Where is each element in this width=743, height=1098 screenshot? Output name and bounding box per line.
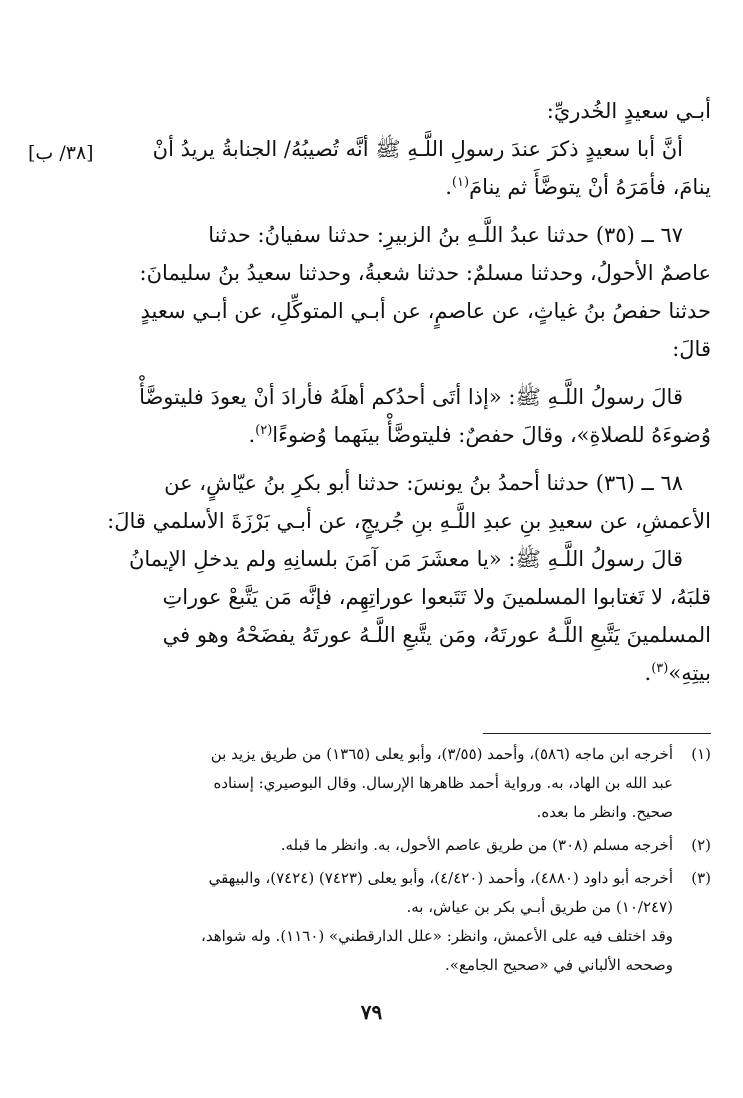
- footnote-number: (٣): [691, 869, 711, 887]
- hadith-66-text-end: ينامَ، فأمَرَهُ أنْ يتوضَّأَ ثم ينامَ$^{(١)}$.: [445, 175, 711, 199]
- footnote-separator: [483, 733, 711, 734]
- hadith-67-matn: قالَ رسولُ اللَّـهِ ﷺ: «إذا أتَى أحدُكم أهلَهُ فأرادَ أنْ يعودَ فليتوضَّأْ: [139, 385, 683, 409]
- footnote-3: [31, 864, 711, 980]
- footnote-2: [31, 831, 711, 860]
- footnote-body: [31, 864, 673, 980]
- hadith-68-isnad-2: الأعمشِ، عن سعيدِ بنِ عبدِ اللَّـهِ بنِ جُريجٍ، عن أبـي بَرْزَةَ الأسلمي قالَ:: [107, 509, 711, 533]
- hadith-67-matn-end: وُضوءَهُ للصلاةِ»، وقالَ حفصٌ: فليتوضَّأْ بينَهما وُضوءًا$^{(٢)}$.: [248, 423, 711, 447]
- footnote-line: عبد الله بن الهاد، به. ورواية أحمد ظاهرها الإرسال. وقال البوصيري: إسناده: [213, 774, 673, 792]
- footnote-body: [31, 831, 673, 860]
- footnote-line: وقد اختلف فيه على الأعمش، وانظر: «علل الدارقطني» (١١٦٠). وله شواهد،: [201, 927, 673, 945]
- manuscript-folio-ref: [٣٨/ ب]: [28, 142, 94, 164]
- footnote-number: (٢): [691, 836, 711, 854]
- footnote-ref-3[interactable]: (٣): [651, 661, 669, 676]
- hadith-66-text: أنَّ أبا سعيدٍ ذكرَ عندَ رسولِ اللَّـهِ ﷺ أنَّه تُصيبُهُ/ الجنابةُ يريدُ أنْ: [152, 137, 683, 161]
- hadith-68-matn-end: بيتِهِ»$^{(٣)}$.: [644, 661, 711, 685]
- hadith-68-matn: قالَ رسولُ اللَّـهِ ﷺ: «يا معشَرَ مَن آمَنَ بلسانِهِ ولم يدخلِ الإيمانُ: [128, 547, 683, 571]
- footnote-line: وصححه الألباني في «صحيح الجامع».: [445, 956, 673, 974]
- narrator-line: أبـي سعيدٍ الخُدريِّ:: [546, 99, 711, 123]
- footnote-line: (١٠/٢٤٧) من طريق أبـي بكر بن عياش، به.: [406, 898, 673, 916]
- hadith-67-isnad-2: عاصمٌ الأحولُ، وحدثنا مسلمٌ: حدثنا شعبةُ، وحدثنا سعيدُ بنُ سليمانَ:: [139, 261, 711, 285]
- footnote-ref-2[interactable]: (٢): [255, 423, 273, 438]
- hadith-67-isnad-3: حدثنا حفصُ بنُ غياثٍ، عن عاصمٍ، عن أبـي المتوكِّلِ، عن أبـي سعيدٍ: [140, 299, 711, 323]
- footnote-1: [31, 740, 711, 827]
- footnote-number: (١): [691, 745, 711, 763]
- main-text: [31, 92, 711, 692]
- hadith-68-matn-3: المسلمينَ يَتَّبعِ اللَّـهُ عورتَهُ، ومَن يتَّبعِ اللَّـهُ عورتَهُ يفضَحْهُ وهو في: [162, 623, 711, 647]
- footnotes: [31, 740, 711, 984]
- page-number: ٧٩: [360, 1000, 383, 1024]
- footnote-ref-1[interactable]: (١): [451, 175, 470, 190]
- footnote-body: [31, 740, 673, 827]
- footnote-line: أخرجه ابن ماجه (٥٨٦)، وأحمد (٣/٥٥)، وأبو يعلى (١٣٦٥) من طريق يزيد بن: [210, 745, 673, 763]
- hadith-67-isnad-4: قالَ:: [672, 337, 711, 361]
- footnote-line: أخرجه أبو داود (٤٨٨٠)، وأحمد (٤/٤٢٠)، وأبو يعلى (٧٤٢٣) (٧٤٢٤)، والبيهقي: [208, 869, 673, 887]
- footnote-line: صحيح. وانظر ما بعده.: [536, 803, 673, 821]
- footnote-line: أخرجه مسلم (٣٠٨) من طريق عاصم الأحول، به. وانظر ما قبله.: [280, 836, 673, 854]
- hadith-68-isnad: ٦٨ ــ (٣٦) حدثنا أحمدُ بنُ يونسَ: حدثنا أبو بكرِ بنُ عيّاشٍ، عن: [164, 471, 683, 495]
- hadith-68-matn-2: قلبَهُ، لا تَغتابوا المسلمينَ ولا تَتَبعوا عوراتِهِم، فإنَّه مَن يَتَّبعْ عوراتِ: [162, 585, 711, 609]
- hadith-67-isnad: ٦٧ ــ (٣٥) حدثنا عبدُ اللَّـهِ بنُ الزبيرِ: حدثنا سفيانُ: حدثنا: [208, 223, 683, 247]
